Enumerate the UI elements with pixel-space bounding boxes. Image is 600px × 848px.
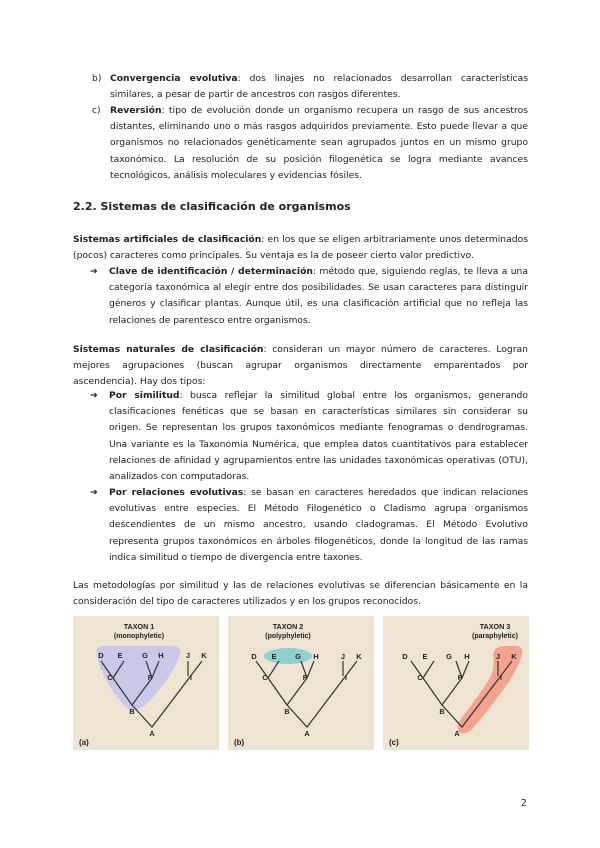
node-i: I xyxy=(500,673,502,682)
panel-polyphyletic xyxy=(228,616,374,750)
leaf-j: J xyxy=(340,652,346,661)
leaf-g: G xyxy=(295,652,301,661)
term: Sistemas artificiales de clasificación xyxy=(73,234,262,245)
panel-monophyletic xyxy=(73,616,219,750)
definition: : en los que se eligen arbitrariamente unos determinados (pocos) caracteres como principales. Su ventaja es la de poseer cierto valor predictivo. xyxy=(73,234,528,262)
list-item-text xyxy=(110,103,528,184)
arrow-icon: ➔ xyxy=(90,487,98,498)
definition: : busca reflejar la similitud global entre los organismos, generando clasificaciones fenéticas que se basan en características similares sin considerar su origen. Se representan los grupos taxonómicos mediante fenogramas o dendrogramas. Una variante es la Taxonomía Numérica, que emplea datos cuantitativos para establecer relaciones de afinidad y agrupamientos entre las unidades taxonómicas operativas (OTU), analizados con computadoras. xyxy=(109,390,528,483)
node-a: A xyxy=(304,729,310,738)
cladogram-c xyxy=(383,616,529,750)
list-item-reversion xyxy=(73,103,528,184)
bullet-text xyxy=(109,388,528,485)
panel-label: (a) xyxy=(79,738,89,747)
taxon-subtitle: (monophyletic) xyxy=(113,633,165,640)
definition: : dos linajes no relacionados desarrollan características similares, a pesar de partir de ancestros con rasgos diferentes. xyxy=(110,73,528,101)
leaf-k: K xyxy=(511,652,517,661)
leaf-h: H xyxy=(158,651,164,660)
leaf-j: J xyxy=(185,651,191,660)
list-item-text xyxy=(110,71,528,103)
definition: : se basan en caracteres heredados que indican relaciones evolutivas entre especies. El Método Filogenético o Cladismo agrupa organismos descendientes de un mismo ancestro, usando cladogramas. El Método Evolutivo representa grupos taxonómicos en árboles filogenéticos, donde la longitud de las ramas indica similitud o tiempo de divergencia entre taxones. xyxy=(109,487,528,563)
arrow-icon: ➔ xyxy=(90,266,98,277)
list-marker: c) xyxy=(92,105,101,116)
node-c: C xyxy=(107,673,113,682)
leaf-e: E xyxy=(422,652,428,661)
leaf-e: E xyxy=(117,651,123,660)
leaf-j: J xyxy=(495,652,501,661)
node-c: C xyxy=(262,673,268,682)
definition: : tipo de evolución donde un organismo recupera un rasgo de sus ancestros distantes, eliminando uno o más rasgos adquiridos previamente. Esto puede llevar a que organismos no relacionados genéticamente sean agrupados juntos en un mismo grupo taxonómico. La resolución de su posición filogenética se logra mediante avances tecnológicos, análisis moleculares y evidencias fósiles. xyxy=(110,105,528,181)
leaf-d: D xyxy=(98,651,104,660)
cladogram-a xyxy=(73,616,219,750)
taxon-title: TAXON 1 xyxy=(123,622,155,631)
term: Sistemas naturales de clasificación xyxy=(73,344,264,355)
leaf-d: D xyxy=(251,652,257,661)
term: Convergencia evolutiva xyxy=(110,73,238,84)
leaf-h: H xyxy=(313,652,319,661)
term: Por similitud xyxy=(109,390,180,401)
definition: : consideran un mayor número de caracteres. Logran mejores agrupaciones (buscan agrupar organismos directamente emparentados por ascendencia). Hay dos tipos: xyxy=(73,344,528,388)
node-b: B xyxy=(284,707,290,716)
node-a: A xyxy=(454,729,460,738)
taxon-subtitle: (paraphyletic) xyxy=(472,633,518,640)
definition: : método que, siguiendo reglas, te lleva a una categoría taxonómica al elegir entre dos posibilidades. Se usan caracteres para distinguir géneros y clasificar plantas. Aunque útil, es una clasificación artificial que no refleja las relaciones de parentesco entre organismos. xyxy=(109,266,528,326)
node-c: C xyxy=(417,673,423,682)
leaf-e: E xyxy=(271,652,277,661)
node-f: F xyxy=(147,673,153,682)
node-f: F xyxy=(302,673,308,682)
term: Clave de identificación / determinación xyxy=(109,266,313,277)
panel-label: (b) xyxy=(234,738,245,747)
taxon-title: TAXON 2 xyxy=(272,622,304,631)
page-number: 2 xyxy=(520,798,527,809)
node-b: B xyxy=(439,707,445,716)
paragraph-closing: Las metodologías por similitud y las de relaciones evolutivas se diferencian básicamente en la consideración del tipo de caracteres utilizados y en los grupos reconocidos. xyxy=(73,580,528,608)
bullet-text xyxy=(109,264,528,329)
taxon-title: TAXON 3 xyxy=(479,622,511,631)
paragraph-artificial xyxy=(73,232,528,264)
list-item-convergencia xyxy=(73,71,528,103)
term: Reversión xyxy=(110,105,162,116)
node-i: I xyxy=(190,673,192,682)
bullet-clave xyxy=(73,264,528,329)
cladogram-b xyxy=(228,616,374,750)
node-b: B xyxy=(129,707,135,716)
leaf-k: K xyxy=(201,651,207,660)
section-heading: 2.2. Sistemas de clasificación de organismos xyxy=(73,200,351,213)
node-i: I xyxy=(345,673,347,682)
leaf-d: D xyxy=(402,652,408,661)
bullet-similitud xyxy=(73,388,528,485)
panel-label: (c) xyxy=(389,738,399,747)
leaf-g: G xyxy=(446,652,452,661)
node-f: F xyxy=(457,673,463,682)
leaf-k: K xyxy=(356,652,362,661)
list-marker: b) xyxy=(92,73,102,84)
taxon-subtitle: (polyphyletic) xyxy=(265,633,311,640)
arrow-icon: ➔ xyxy=(90,390,98,401)
panel-paraphyletic xyxy=(383,616,529,750)
node-a: A xyxy=(149,729,155,738)
leaf-g: G xyxy=(142,651,148,660)
bullet-evolutivas xyxy=(73,485,528,566)
leaf-h: H xyxy=(464,652,470,661)
paragraph-natural xyxy=(73,342,528,391)
bullet-text xyxy=(109,485,528,566)
term: Por relaciones evolutivas xyxy=(109,487,244,498)
